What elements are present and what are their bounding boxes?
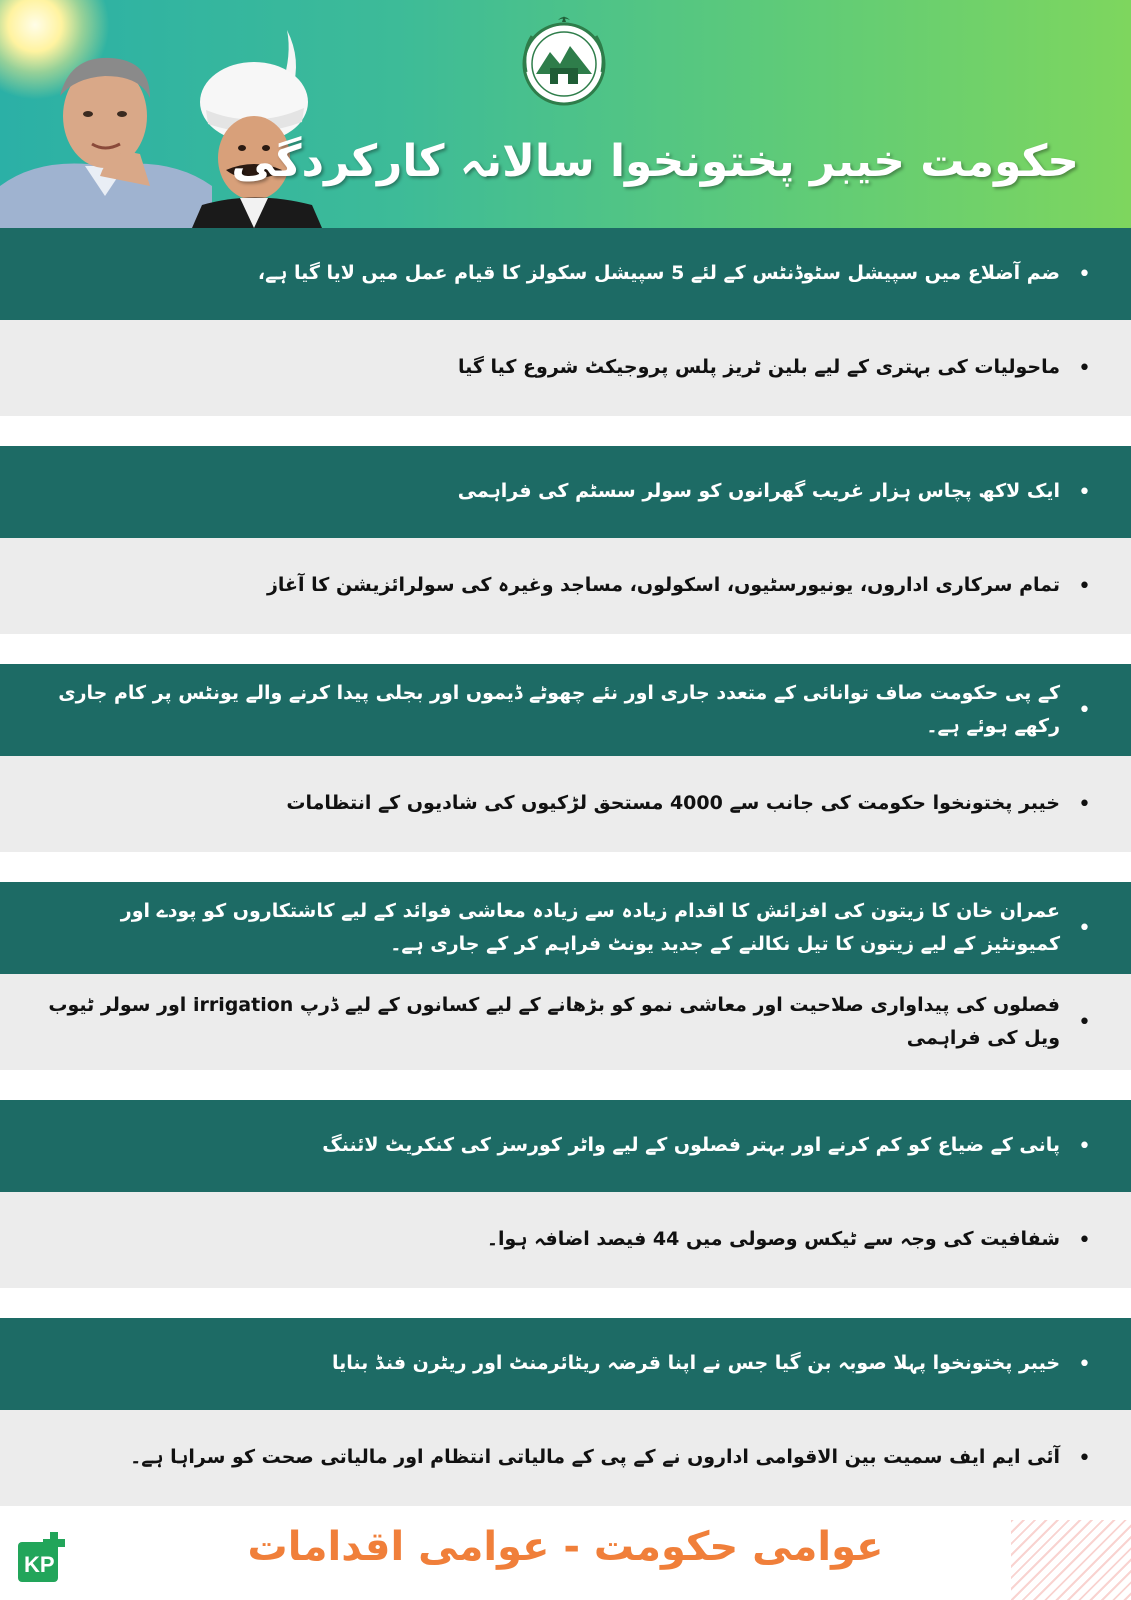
list-item (0, 1410, 1131, 1506)
leader-portrait (0, 36, 212, 228)
list-item-text: خیبر پختونخوا پہلا صوبہ بن گیا جس نے اپنا قرضہ ریٹائرمنٹ اور ریٹرن فنڈ بنایا (331, 1352, 1061, 1375)
chief-minister-portrait (192, 30, 332, 228)
bullet-icon: • (1078, 1009, 1091, 1035)
bullet-icon: • (1078, 1351, 1091, 1377)
list-item (0, 756, 1131, 852)
list-item-text: پانی کے ضیاع کو کم کرنے اور بہتر فصلوں کے لیے واٹر کورسز کی کنکریٹ لائننگ (322, 1134, 1061, 1157)
header-banner (0, 0, 1131, 228)
page-title: حکومت خیبر پختونخوا سالانہ کارکردگی (231, 136, 1079, 187)
list-item (0, 974, 1131, 1070)
list-item (0, 538, 1131, 634)
list-item (0, 1100, 1131, 1192)
kpk-government-emblem-icon (518, 12, 610, 112)
list-item (0, 664, 1131, 756)
bullet-icon: • (1078, 261, 1091, 287)
list-item-text: عمران خان کا زیتون کی افزائش کا اقدام زیادہ سے زیادہ معاشی فوائد کے لیے کاشتکاروں کو پودے اور کمیونٹیز کے لیے زیتون کا تیل نکالنے کے جدید یونٹ فراہم کر کے جاری ہے۔ (120, 899, 1061, 955)
list-item (0, 1192, 1131, 1288)
list-item (0, 1318, 1131, 1410)
list-item-text: ماحولیات کی بہتری کے لیے بلین ٹریز پلس پروجیکٹ شروع کیا گیا (457, 356, 1061, 379)
list-item-text: ایک لاکھ پچاس ہزار غریب گھرانوں کو سولر سسٹم کی فراہمی (457, 480, 1061, 503)
list-item (0, 882, 1131, 974)
bullet-icon: • (1078, 355, 1091, 381)
footer-slogan: عوامی حکومت - عوامی اقدامات (247, 1524, 884, 1570)
list-item-text: تمام سرکاری اداروں، یونیورسٹیوں، اسکولوں، مساجد وغیرہ کی سولرائزیشن کا آغاز (266, 574, 1061, 597)
list-item-text: ضم آضلاع میں سپیشل سٹوڈنٹس کے لئے 5 سپیشل سکولز کا قیام عمل میں لایا گیا ہے، (257, 262, 1061, 285)
bullet-icon: • (1078, 915, 1091, 941)
bullet-icon: • (1078, 1227, 1091, 1253)
bullet-icon: • (1078, 791, 1091, 817)
list-item (0, 320, 1131, 416)
list-item-text: شفافیت کی وجہ سے ٹیکس وصولی میں 44 فیصد اضافہ ہوا۔ (486, 1228, 1061, 1251)
bullet-icon: • (1078, 1133, 1091, 1159)
list-item-text: فصلوں کی پیداواری صلاحیت اور معاشی نمو کو بڑھانے کے لیے کسانوں کے لیے ڈرپ irrigation اور سولر ٹیوب ویل کی فراہمی (48, 993, 1061, 1049)
list-item (0, 228, 1131, 320)
list-item-text: کے پی حکومت صاف توانائی کے متعدد جاری اور نئے چھوٹے ڈیموں اور بجلی پیدا کرنے والے یونٹس پر کام جاری رکھے ہوئے ہے۔ (58, 681, 1061, 737)
list-item-text: خیبر پختونخوا حکومت کی جانب سے 4000 مستحق لڑکیوں کی شادیوں کے انتظامات (286, 792, 1061, 815)
list-item (0, 446, 1131, 538)
bullet-icon: • (1078, 573, 1091, 599)
list-item-text: آئی ایم ایف سمیت بین الاقوامی اداروں نے کے پی کے مالیاتی انتظام اور مالیاتی صحت کو سراہا ہے۔ (130, 1446, 1061, 1469)
bullet-icon: • (1078, 697, 1091, 723)
footer (0, 1508, 1131, 1600)
bullet-icon: • (1078, 479, 1091, 505)
kp-logo-text: KP (24, 1552, 55, 1577)
bullet-icon: • (1078, 1445, 1091, 1471)
